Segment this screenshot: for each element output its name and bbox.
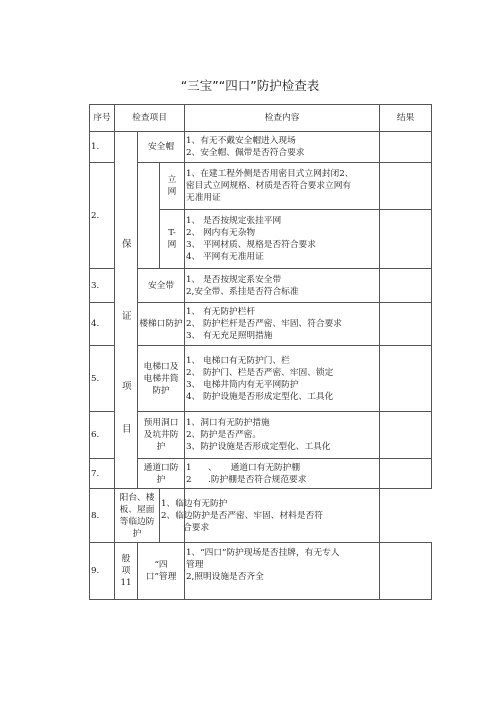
- content-line: 1、 有无防护栏杆: [186, 307, 256, 317]
- content-line: 1、洞口有无防护措施: [186, 418, 270, 428]
- side-category-cell: [115, 132, 138, 489]
- row-content: [185, 459, 380, 489]
- row-content: [185, 132, 380, 163]
- content-line: 密目式立网规格、材质是否符合要求立网有: [186, 181, 352, 191]
- content-line: 2、临边防护是否严密、牢固、材料是否符: [161, 510, 323, 521]
- general-num: 11: [120, 578, 132, 588]
- content-line: 3、 有无充足照明措施: [186, 331, 273, 341]
- header-content: 检查内容: [185, 105, 380, 132]
- result-cell[interactable]: [380, 269, 432, 303]
- header-no: 序号: [90, 105, 115, 132]
- row-item: “四口”管理: [138, 543, 185, 600]
- general-char: 般: [121, 554, 131, 564]
- row-content: [185, 210, 380, 269]
- content-line: 2、 防护栏杆是否严密、牢固、符合要求: [186, 319, 342, 329]
- content-line: 4、 防护设施是否形成定型化、工具化: [186, 391, 334, 402]
- row-subitem: [160, 163, 185, 210]
- content-line: 3、防护设施是否形成定型化、工具化: [186, 442, 331, 452]
- row-no: 1.: [90, 132, 115, 163]
- row-content: [185, 543, 380, 600]
- side-char: 保: [122, 239, 132, 250]
- result-cell[interactable]: [380, 412, 432, 459]
- content-line: 管理: [186, 560, 204, 570]
- content-line: 2 .防护棚是否符合规范要求: [186, 474, 307, 485]
- row-no: 5.: [90, 346, 115, 412]
- content-line: 2、 网内有无杂物: [186, 228, 256, 238]
- inspection-table: [89, 104, 432, 600]
- row-subitem: [160, 210, 185, 269]
- row-content: [185, 269, 380, 303]
- content-line: 2、 防护门、栏是否严密、牢固、锁定: [186, 367, 334, 378]
- content-line: 合要求: [161, 522, 210, 533]
- content-line: 2,照明设施是否齐全: [186, 572, 264, 582]
- header-result: 结果: [380, 105, 432, 132]
- content-line: 无准用证: [186, 193, 221, 203]
- row-content: [185, 346, 380, 412]
- row-item: 电梯口及电梯井筒防护: [138, 346, 185, 412]
- row-item: 预用洞口及坑井防护: [138, 412, 185, 459]
- blank-cell: [138, 163, 160, 269]
- row-no: 3.: [90, 269, 115, 303]
- row-no: 9.: [90, 543, 115, 600]
- row-item: 楼梯口防护: [138, 303, 185, 346]
- row-item: 安全帽: [138, 132, 185, 163]
- content-line: 1、 是否按规定张挂平网: [186, 216, 282, 226]
- general-char: 项: [121, 566, 131, 576]
- row-no: 6.: [90, 412, 115, 459]
- side-char: 目: [122, 424, 132, 435]
- subitem-label: T-网: [167, 228, 177, 250]
- row-content: [160, 489, 323, 543]
- content-line: 1、 是否按规定系安全带: [186, 274, 282, 285]
- content-line: 1、在建工程外侧是否用密目式立网封闭2、: [186, 169, 354, 179]
- header-item: 检查项目: [115, 105, 185, 132]
- result-cell[interactable]: [380, 132, 432, 163]
- content-line: 1、“四口”防护现场是否挂牌，有无专人: [186, 548, 340, 558]
- side-char: 证: [122, 311, 132, 322]
- content-line: 2,安全带、系挂是否符合标准: [186, 286, 299, 297]
- subitem-label: 立网: [167, 175, 177, 197]
- result-cell[interactable]: [380, 459, 432, 489]
- general-category-cell: [115, 543, 138, 600]
- content-line: 1、临边有无防护: [161, 498, 228, 509]
- row-item: 安全带: [138, 269, 185, 303]
- row-item: 通道口防护: [138, 459, 185, 489]
- content-line: 1 、 通道口有无防护棚: [186, 462, 301, 473]
- row-item: 阳台、楼板、屋面等临边防护: [115, 489, 160, 543]
- result-cell[interactable]: [380, 210, 432, 269]
- content-line: 4、 平网有无准用证: [186, 252, 264, 262]
- result-cell[interactable]: [380, 346, 432, 412]
- content-line: 1、有无不戴安全帽进入现场: [186, 136, 296, 146]
- row-content: [185, 412, 380, 459]
- row-no: 2.: [90, 163, 115, 269]
- row-no: 4.: [90, 303, 115, 346]
- row-no: 7.: [90, 459, 115, 489]
- content-line: 3、 电梯井筒内有无平网防护: [186, 379, 299, 390]
- side-char: 项: [122, 381, 132, 392]
- page-title: “三宝”“四口”防护检查表: [180, 78, 320, 93]
- content-line: 2、安全帽、佩带是否符合要求: [186, 148, 305, 158]
- row-content: [185, 303, 380, 346]
- result-cell[interactable]: [380, 303, 432, 346]
- content-line: 3、 平网材质、规格是否符合要求: [186, 240, 316, 250]
- content-line: 2、防护是否严密。: [186, 430, 262, 440]
- row-content: [185, 163, 380, 210]
- result-cell[interactable]: [380, 163, 432, 210]
- row-no: 8.: [90, 489, 115, 543]
- result-cell[interactable]: [380, 543, 432, 600]
- content-line: 1、 电梯口有无防护门、栏: [186, 355, 290, 366]
